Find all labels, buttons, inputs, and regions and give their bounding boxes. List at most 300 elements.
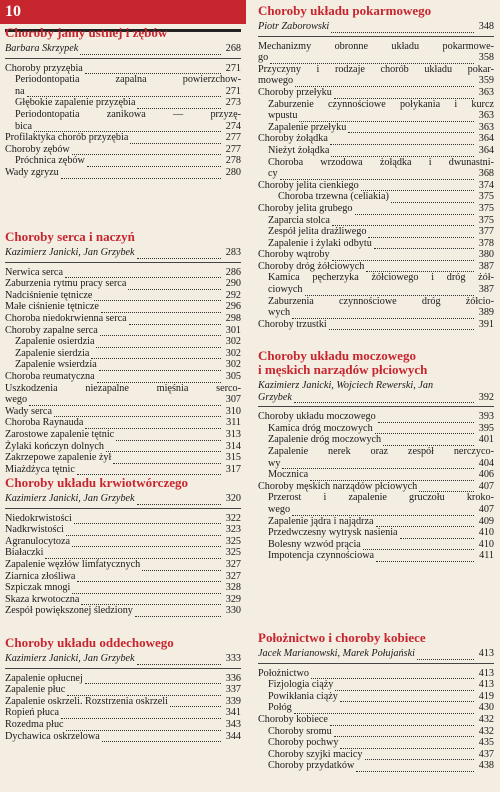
leader-dots [94,292,221,301]
toc-entry-text: wy [268,457,281,469]
toc-entry[interactable] [258,168,494,180]
leader-dots [116,432,221,441]
toc-entry[interactable] [5,359,241,371]
leader-dots [330,717,474,726]
toc-entry-text: Rozedma płuc [5,718,64,730]
toc-entry[interactable] [258,133,494,145]
section-authors: Kazimierz Janicki, Jan Grzybek [5,493,135,504]
leader-dots [66,722,221,731]
toc-entry-line [258,272,494,284]
leader-dots [282,460,474,469]
page-ref: 380 [478,249,494,261]
page-ref: 333 [225,653,241,664]
toc-entry-text: Przedwczesny wytrysk nasienia [268,527,398,539]
page-ref: 271 [225,62,241,74]
toc-entry-text: Choroby trzustki [258,318,327,330]
toc-entry-line [258,64,494,76]
leader-dots [363,541,474,550]
leader-dots [129,316,221,325]
toc-entry[interactable] [5,441,241,453]
toc-entry-text: Choroby przełyku [258,86,332,98]
leader-dots [67,687,221,696]
toc-entry[interactable] [258,702,494,714]
section-title: Położnictwo i choroby kobiece [258,630,426,645]
toc-entry[interactable] [258,249,494,261]
toc-entry-line [5,383,241,395]
page-ref: 328 [225,582,241,594]
toc-entry[interactable] [5,155,241,167]
leader-dots [101,304,221,313]
leader-dots [102,733,221,742]
toc-entry[interactable] [5,684,241,696]
page-ref: 302 [225,347,241,359]
section-divider [5,262,241,263]
toc-entry[interactable] [258,481,494,493]
toc-entry-text: Przyczyny i rodzaje chorób układu pokar- [258,63,494,75]
page-ref: 410 [478,527,494,539]
leader-dots [85,65,221,74]
toc-entry[interactable] [258,226,494,238]
toc-entry[interactable] [5,429,241,441]
leader-dots [400,530,474,539]
page-ref: 389 [478,307,494,319]
page-ref: 368 [478,168,494,180]
page-ref: 410 [478,538,494,550]
toc-entry[interactable] [5,290,241,302]
page-ref: 432 [478,713,494,725]
page-ref: 375 [478,202,494,214]
toc-entry[interactable] [258,714,494,726]
toc-entry-text: Nadciśnienie tętnicze [5,289,93,301]
toc-entry-text: Zaburzenia czynnościowe dróg żółcio- [268,295,494,307]
section-divider [5,58,241,59]
toc-entry-text: Choroba wrzodowa żołądka i dwunastni- [268,156,494,168]
section-divider [258,36,494,37]
toc-entry[interactable] [5,605,241,617]
toc-entry[interactable] [5,547,241,559]
page-ref: 283 [225,247,241,258]
leader-dots [374,240,474,249]
page-ref: 325 [225,535,241,547]
leader-dots [355,206,475,215]
leader-dots [340,693,474,702]
toc-entry-text: Zapalenie dróg moczowych [268,434,382,446]
toc-entry[interactable] [258,261,494,273]
toc-entry[interactable] [258,203,494,215]
toc-entry-text: Zaburzenia rytmu pracy serca [5,278,127,290]
toc-entry[interactable] [5,707,241,719]
leader-dots [77,466,221,475]
toc-entry-text: Zespół jelita drażliwego [268,226,367,238]
section-authors: Kazimierz Janicki, Jan Grzybek [5,247,135,258]
toc-entry[interactable] [258,760,494,772]
toc-entry-text: Zakrzepowe zapalenie żył [5,452,112,464]
page-ref: 343 [225,718,241,730]
page-ref: 325 [225,547,241,559]
toc-section [5,476,241,617]
toc-entry[interactable] [258,423,494,435]
page-ref: 339 [225,695,241,707]
page-ref: 437 [478,748,494,760]
toc-entry-text: Kamica dróg moczowych [268,422,373,434]
toc-entry[interactable] [258,307,494,319]
section-authors-row [258,21,494,33]
toc-entry-text: Wady zgryzu [5,166,59,178]
toc-entry[interactable] [258,527,494,539]
toc-entry[interactable] [5,464,241,476]
page-ref: 327 [225,570,241,582]
toc-entry-text: na [15,85,25,97]
toc-entry[interactable] [5,536,241,548]
leader-dots [368,229,474,238]
leader-dots [299,113,474,122]
toc-entry[interactable] [5,571,241,583]
toc-entry-text: Agranulocytoza [5,535,71,547]
toc-entry-text: Żylaki kończyn dolnych [5,440,105,452]
toc-entry[interactable] [258,191,494,203]
page-ref: 290 [225,278,241,290]
section-authors: Piotr Zaborowski [258,21,330,32]
page-ref: 344 [225,730,241,742]
leader-dots [77,573,221,582]
toc-entry[interactable] [258,75,494,87]
leader-dots [335,682,474,691]
toc-entry[interactable] [5,513,241,525]
toc-entry[interactable] [5,97,241,109]
toc-entry-text: Zapalenie jądra i najądrza [268,515,374,527]
page-ref: 374 [478,179,494,191]
toc-entry[interactable] [258,737,494,749]
toc-entry[interactable] [258,458,494,470]
toc-entry[interactable] [258,411,494,423]
toc-entry-text: Choroby dróg żółciowych [258,260,365,272]
toc-entry-text: Białaczki [5,547,44,559]
section-authors: Jacek Marianowski, Marek Połujański [258,648,415,659]
toc-entry-text: Choroby przyzębia [5,62,83,74]
section-title: Choroby serca i naczyń [5,229,135,244]
page-number: 10 [0,0,246,24]
toc-entry-line [258,492,494,504]
toc-entry[interactable] [5,673,241,685]
section-authors: Grzybek [258,391,292,403]
section-authors: Barbara Skrzypek [5,43,79,54]
page-ref: 413 [478,679,494,691]
page-ref: 404 [478,457,494,469]
toc-entry-text: Periodontopatia zanikowa — przyzę- [15,108,241,120]
leader-dots [340,740,474,749]
leader-dots [72,585,221,594]
section-authors: Kazimierz Janicki, Jan Grzybek [5,653,135,664]
page-ref: 278 [225,155,241,167]
toc-entry[interactable] [5,696,241,708]
toc-entry[interactable] [5,394,241,406]
leader-dots [332,217,474,226]
leader-dots [292,507,474,516]
toc-entry[interactable] [258,110,494,122]
toc-entry-text: Zarostowe zapalenie tętnic [5,428,115,440]
page-ref: 387 [478,260,494,272]
page-ref: 301 [225,324,241,336]
toc-entry-text: Zaparcia stolca [268,214,330,226]
page-ref: 317 [225,463,241,475]
page-ref: 359 [478,75,494,87]
toc-entry[interactable] [5,731,241,743]
section-divider [258,406,494,407]
toc-entry[interactable] [258,749,494,761]
leader-dots [294,705,474,714]
toc-entry-text: Choroby przydatków [268,760,355,772]
toc-entry-text: Mechanizmy obronne układu pokarmowe- [258,40,494,52]
leader-dots [334,728,474,737]
toc-entry[interactable] [258,284,494,296]
leader-dots [61,710,221,719]
toc-entry[interactable] [5,278,241,290]
leader-dots [361,182,474,191]
section-title: Choroby jamy ustnej i zębów [5,25,168,40]
toc-entry[interactable] [258,145,494,157]
toc-entry-line [258,99,494,111]
toc-entry-text: Zapalenie wsierdzia [15,359,97,371]
leader-dots [45,550,221,559]
page-ref: 375 [478,191,494,203]
toc-entry[interactable] [5,63,241,75]
toc-entry[interactable] [5,301,241,313]
toc-entry-text: Choroby żołądka [258,133,328,145]
toc-entry-list [5,267,241,476]
toc-entry-line [258,41,494,53]
toc-entry-text: Choroby zębów [5,143,70,155]
page-ref: 411 [479,550,494,562]
toc-entry-text: Próchnica zębów [15,155,85,167]
page-ref: 271 [225,85,241,97]
toc-entry[interactable] [5,313,241,325]
toc-entry[interactable] [5,121,241,133]
leader-dots [137,656,221,665]
toc-entry[interactable] [5,524,241,536]
toc-entry[interactable] [5,144,241,156]
section-title: i męskich narządów płciowych [258,362,428,377]
leader-dots [170,698,221,707]
toc-entry-text: Przerost i zapalenie gruczołu kroko- [268,492,494,504]
toc-entry-line [5,74,241,86]
toc-entry[interactable] [5,594,241,606]
toc-entry[interactable] [258,238,494,250]
toc-entry[interactable] [258,691,494,703]
toc-entry[interactable] [258,434,494,446]
toc-entry-text: Zespół powiększonej śledziony [5,605,133,617]
leader-dots [91,350,221,359]
toc-entry-text: Uszkodzenia niezapalne mięśnia serco- [5,382,241,394]
toc-entry[interactable] [5,325,241,337]
toc-entry[interactable] [5,348,241,360]
toc-entry[interactable] [5,582,241,594]
page-ref: 320 [225,493,241,504]
toc-entry-text: Skaza krwotoczna [5,593,80,605]
toc-entry-text: Choroby szyjki macicy [268,748,363,760]
leader-dots [66,527,221,536]
leader-dots [280,171,474,180]
toc-entry-text: Choroby układu moczowego [258,411,376,423]
toc-section [258,4,494,330]
leader-dots [348,124,474,133]
page-ref: 377 [478,226,494,238]
section-divider [258,663,494,664]
page-ref: 391 [478,318,494,330]
toc-entry[interactable] [5,86,241,98]
toc-entry[interactable] [5,167,241,179]
leader-dots [142,562,221,571]
toc-entry[interactable] [258,539,494,551]
section-authors-row [258,392,494,404]
toc-entry-text: Powikłania ciąży [268,690,338,702]
leader-dots [137,250,221,259]
page-ref: 310 [225,405,241,417]
toc-entry[interactable] [5,132,241,144]
toc-section [258,349,494,562]
toc-entry-list [5,673,241,743]
leader-dots [29,397,221,406]
toc-entry[interactable] [5,406,241,418]
page-ref: 302 [225,359,241,371]
page-ref: 364 [478,144,494,156]
toc-section [258,631,494,772]
toc-entry[interactable] [258,215,494,227]
leader-dots [417,651,474,660]
toc-section [5,26,241,179]
leader-dots [310,472,474,481]
toc-entry-text: Zapalenie przełyku [268,121,347,133]
leader-dots [72,538,221,547]
page-ref: 286 [225,266,241,278]
toc-entry[interactable] [258,122,494,134]
leader-dots [130,135,221,144]
page-ref: 327 [225,558,241,570]
toc-entry-text: Zapalenie i żylaki odbytu [268,237,372,249]
toc-entry-text: Nerwica serca [5,266,63,278]
toc-entry-text: Ropień płuca [5,707,60,719]
leader-dots [331,148,474,157]
toc-entry[interactable] [258,679,494,691]
leader-dots [311,670,474,679]
page-ref: 378 [478,237,494,249]
page-ref: 302 [225,336,241,348]
toc-entry[interactable] [5,719,241,731]
leader-dots [72,146,221,155]
toc-entry-list [258,411,494,562]
toc-entry-text: mowego [258,75,294,87]
toc-entry[interactable] [5,371,241,383]
toc-entry[interactable] [5,267,241,279]
page-ref: 292 [225,289,241,301]
leader-dots [27,88,221,97]
toc-entry[interactable] [258,319,494,331]
leader-dots [80,46,221,55]
toc-entry-text: Fizjologia ciąży [268,679,334,691]
toc-entry-text: Nadkrwistości [5,524,64,536]
page-ref: 387 [478,284,494,296]
page-ref: 315 [225,452,241,464]
page-ref: 330 [225,605,241,617]
page-ref: 358 [478,52,494,64]
toc-entry-text: Niedokrwistości [5,512,72,524]
page-ref: 311 [226,417,241,429]
toc-entry[interactable] [258,87,494,99]
leader-dots [332,252,474,261]
toc-entry-text: Mocznica [268,469,309,481]
leader-dots [376,553,474,562]
leader-dots [294,394,474,403]
page-ref: 364 [478,133,494,145]
toc-entry-text: wpustu [268,110,298,122]
toc-entry[interactable] [5,417,241,429]
page-ref: 274 [225,120,241,132]
leader-dots [331,24,474,33]
toc-entry[interactable] [5,336,241,348]
toc-entry[interactable] [5,452,241,464]
leader-dots [106,443,221,452]
section-authors-row [258,648,494,660]
toc-entry[interactable] [258,550,494,562]
toc-entry[interactable] [258,469,494,481]
page-ref: 413 [478,648,494,659]
leader-dots [81,596,221,605]
page-ref: 430 [478,702,494,714]
toc-section [5,636,241,742]
page-ref: 313 [225,428,241,440]
section-title: Choroby układu moczowego [258,348,416,363]
toc-entry[interactable] [5,559,241,571]
toc-entry-line [258,157,494,169]
toc-entry[interactable] [258,180,494,192]
toc-entry[interactable] [258,726,494,738]
page-ref: 307 [225,394,241,406]
toc-entry-text: ciowych [268,284,303,296]
toc-entry-text: Kamica pęcherzyka żółciowego i dróg żół- [268,272,494,284]
toc-entry-text: Choroby zapalne serca [5,324,98,336]
leader-dots [330,136,474,145]
page-ref: 409 [478,515,494,527]
page-ref: 392 [478,391,494,403]
toc-entry[interactable] [258,516,494,528]
toc-entry-text: Choroby męskich narządów płciowych [258,480,418,492]
leader-dots [34,123,221,132]
leader-dots [100,327,221,336]
leader-dots [85,420,221,429]
toc-entry[interactable] [258,52,494,64]
toc-entry[interactable] [258,504,494,516]
section-authors-row [5,43,241,55]
page-ref: 337 [225,684,241,696]
toc-entry-text: Zaburzenie czynnościowe połykania i kurcz [268,98,494,110]
toc-entry-text: wego [5,394,28,406]
toc-entry-text: go [258,52,269,64]
leader-dots [270,55,474,64]
page-ref: 435 [478,737,494,749]
toc-entry-text: cy [268,168,278,180]
page-ref: 438 [478,760,494,772]
toc-entry-text: Zapalenie płuc [5,684,66,696]
toc-entry-text: Zapalenie oskrzeli. Rozstrzenia oskrzeli [5,695,168,707]
leader-dots [97,374,221,383]
leader-dots [61,170,221,179]
page-ref: 395 [478,422,494,434]
leader-dots [87,158,221,167]
toc-section [5,230,241,475]
toc-entry-text: Choroba trzewna (celiakia) [278,191,389,203]
page-ref: 296 [225,301,241,313]
toc-entry[interactable] [258,668,494,680]
page-ref: 419 [478,690,494,702]
